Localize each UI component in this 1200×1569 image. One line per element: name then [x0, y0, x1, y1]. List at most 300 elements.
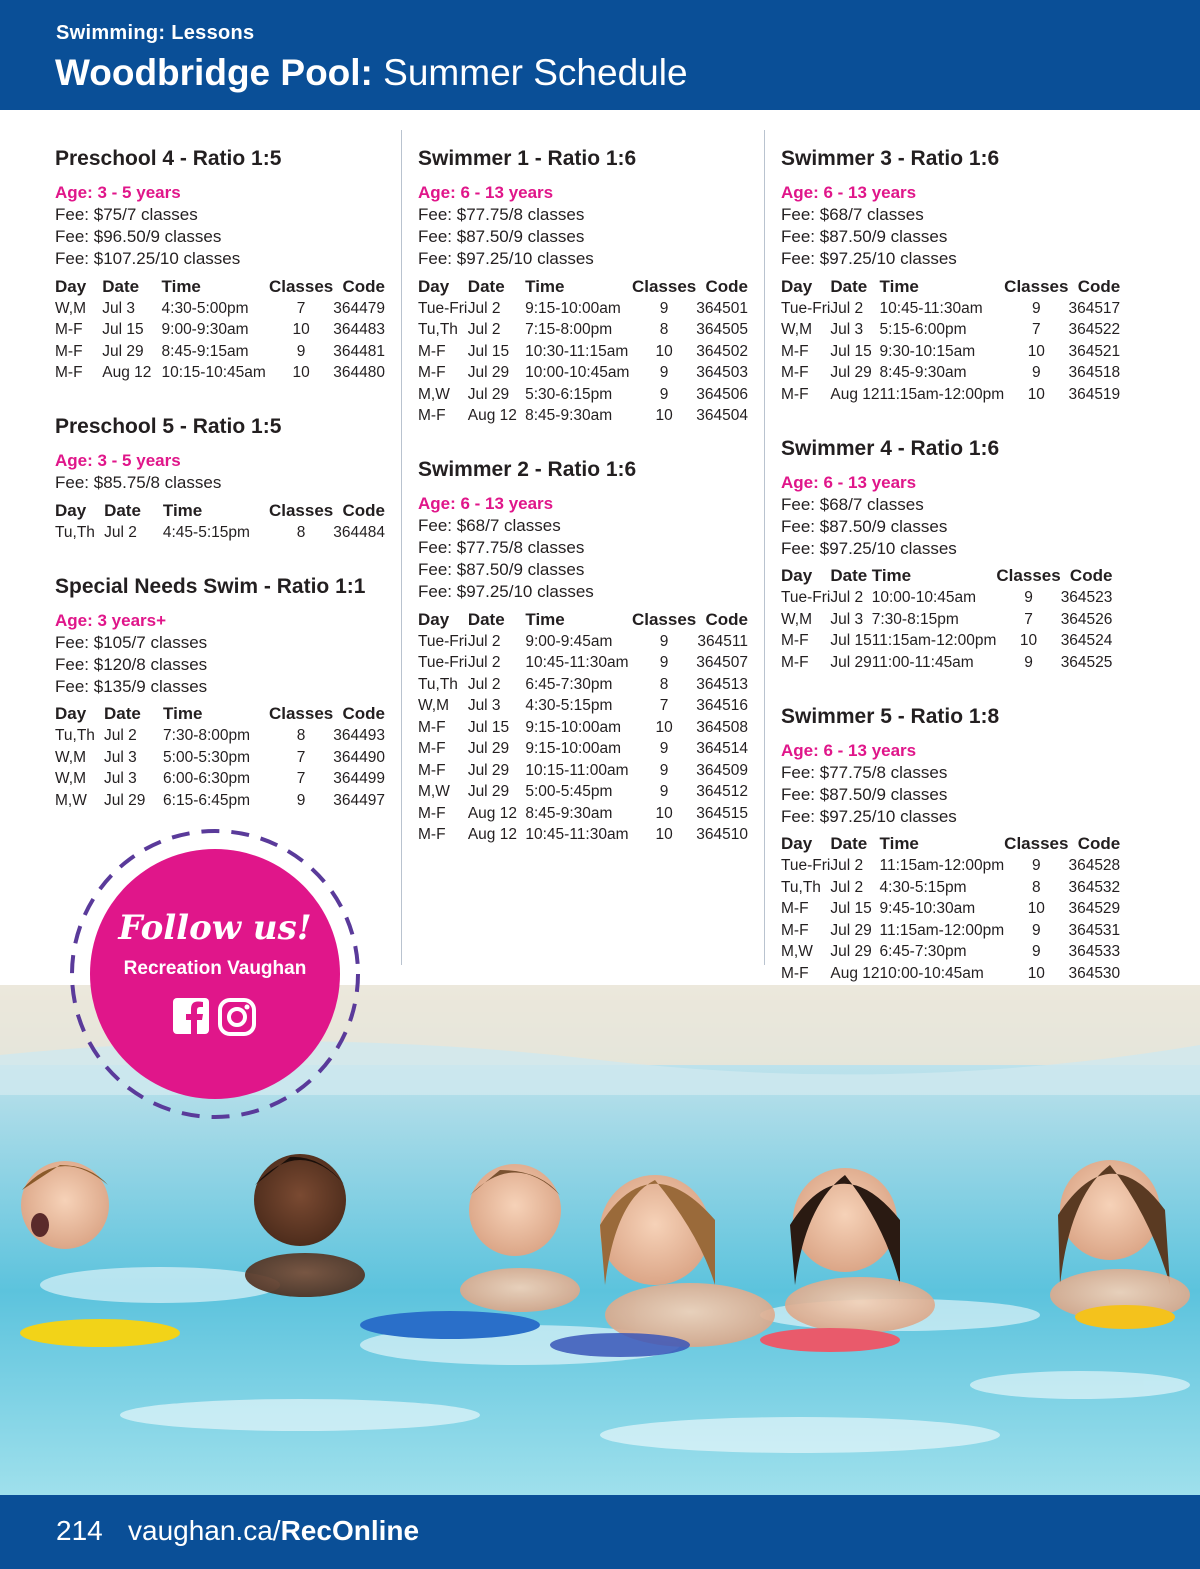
schedule-table: [418, 608, 748, 846]
table-row: [781, 631, 1112, 653]
schedule-table: [781, 565, 1112, 674]
cell-code: 364519: [1068, 385, 1121, 403]
age-range: Age: 6 - 13 years: [418, 494, 554, 513]
cell-code: 364490: [333, 748, 385, 766]
cell-time: 5:15-6:00pm: [879, 321, 967, 339]
cell-time: 11:15am-12:00pm: [871, 632, 997, 650]
cell-day: M-F: [781, 653, 809, 671]
class-title: Preschool 5 - Ratio 1:5: [55, 415, 282, 438]
cell-day: Tue-Fri: [418, 654, 468, 672]
age-range: Age: 6 - 13 years: [781, 183, 917, 202]
table-row: [418, 631, 748, 653]
cell-classes: 9: [296, 342, 306, 360]
table-row: [781, 652, 1112, 674]
fee-line: Fee: $68/7 classes: [781, 205, 924, 224]
age-range: Age: 3 years+: [55, 610, 167, 630]
class-section: [418, 146, 748, 427]
table-row: [418, 696, 748, 718]
cell-time: 8:45-9:30am: [879, 364, 967, 382]
table-row: [781, 298, 1120, 320]
table-row: [418, 363, 748, 385]
table-row: [418, 717, 748, 739]
cell-code: 364532: [1068, 878, 1121, 896]
fee-line: Fee: $68/7 classes: [418, 516, 561, 535]
cell-day: M-F: [55, 342, 83, 360]
cell-day: M-F: [781, 921, 809, 939]
fee-line: Fee: $87.50/9 classes: [418, 560, 585, 579]
header-time: Time: [525, 609, 565, 629]
header-time: Time: [879, 834, 919, 853]
table-row: [781, 588, 1112, 610]
cell-code: 364511: [697, 632, 748, 650]
cell-code: 364507: [696, 654, 748, 672]
cell-classes: 10: [1027, 385, 1045, 403]
cell-date: Jul 29: [467, 740, 510, 758]
schedule-column-1: [55, 146, 385, 842]
cell-time: 10:00-10:45am: [525, 364, 630, 382]
table-row: [418, 760, 748, 782]
header-day: Day: [781, 566, 813, 585]
table-row: [781, 899, 1120, 921]
cell-day: W,M: [55, 748, 86, 766]
fee-line: Fee: $87.50/9 classes: [418, 227, 585, 246]
fee-line: Fee: $87.50/9 classes: [781, 784, 948, 804]
cell-classes: 9: [659, 654, 669, 672]
table-row: [418, 653, 748, 675]
table-row: [418, 739, 748, 761]
cell-day: M-F: [781, 364, 809, 382]
header-code: Code: [1069, 566, 1113, 585]
cell-classes: 8: [296, 523, 306, 541]
cell-time: 9:30-10:15am: [879, 342, 976, 360]
cell-date: Jul 29: [830, 921, 872, 939]
cell-day: Tue-Fri: [418, 299, 468, 317]
table-row: [781, 341, 1120, 363]
cell-day: M-F: [418, 826, 446, 844]
cell-time: 11:15am-12:00pm: [879, 857, 1005, 875]
class-title: Swimmer 3 - Ratio 1:6: [781, 147, 1000, 170]
header-code: Code: [705, 276, 748, 296]
cell-classes: 8: [296, 727, 306, 745]
cell-classes: 10: [1027, 342, 1045, 360]
cell-date: Jul 29: [102, 342, 144, 360]
cell-date: Jul 15: [467, 342, 510, 360]
table-row: [55, 769, 385, 791]
cell-code: 364479: [333, 299, 385, 317]
social-icons: [171, 996, 261, 1043]
age-range: Age: 6 - 13 years: [781, 740, 917, 760]
cell-classes: 7: [296, 770, 306, 788]
cell-classes: 10: [655, 718, 673, 736]
title-schedule: Summer Schedule: [372, 52, 688, 93]
cell-day: Tue-Fri: [781, 857, 831, 875]
fee-line: Fee: $96.50/9 classes: [55, 227, 222, 246]
follow-us-badge[interactable]: [67, 826, 363, 1122]
cell-day: W,M: [55, 299, 86, 317]
cell-date: Jul 29: [104, 791, 146, 809]
cell-time: 6:15-6:45pm: [163, 791, 251, 809]
page-title: [55, 52, 688, 94]
cell-day: M-F: [781, 385, 809, 403]
cell-day: M-F: [418, 718, 446, 736]
title-venue: Woodbridge Pool:: [55, 52, 373, 93]
cell-time: 8:45-9:30am: [525, 804, 613, 822]
table-row: [418, 384, 748, 406]
cell-code: 364531: [1068, 921, 1121, 939]
cell-time: 8:45-9:15am: [161, 342, 249, 360]
table-row: [418, 406, 748, 428]
follow-us-headline: Follow us!: [118, 908, 312, 948]
cell-code: 364503: [696, 364, 748, 382]
header-time: Time: [162, 500, 203, 520]
cell-classes: 10: [292, 364, 310, 382]
cell-classes: 9: [659, 385, 669, 403]
cell-code: 364525: [1060, 653, 1113, 671]
header-day: Day: [781, 834, 813, 853]
fee-line: Fee: $68/7 classes: [781, 494, 924, 514]
cell-classes: 10: [1027, 964, 1045, 982]
table-row: [418, 298, 748, 320]
cell-classes: 9: [1032, 943, 1041, 961]
cell-date: Jul 15: [830, 632, 872, 650]
fee-line: Fee: $120/8 classes: [55, 654, 208, 674]
table-row: [55, 341, 385, 363]
cell-classes: 9: [296, 791, 306, 809]
schedule-table: [781, 833, 1120, 985]
cell-code: 364509: [696, 761, 748, 779]
page-number: 214: [56, 1515, 103, 1546]
cell-date: Jul 3: [830, 610, 864, 628]
schedule-table: [781, 275, 1120, 406]
cell-classes: 9: [1024, 653, 1033, 671]
cell-classes: 9: [1024, 589, 1033, 607]
table-row: [781, 363, 1120, 385]
header-time: Time: [163, 704, 203, 723]
cell-classes: 10: [1019, 632, 1038, 650]
cell-day: Tue-Fri: [781, 589, 831, 607]
table-header-row: [781, 833, 1120, 856]
cell-code: 364483: [333, 321, 385, 339]
table-header-row: [55, 499, 385, 522]
class-section: [55, 146, 385, 384]
cell-time: 10:45-11:30am: [525, 826, 629, 844]
table-row: [781, 963, 1120, 985]
cell-classes: 9: [1032, 299, 1041, 317]
cell-date: Jul 29: [467, 385, 510, 403]
schedule-table: [418, 275, 748, 427]
cell-day: Tu,Th: [781, 878, 821, 896]
cell-classes: 8: [659, 675, 669, 693]
cell-day: W,M: [418, 697, 449, 715]
cell-day: M-F: [781, 632, 809, 650]
table-row: [781, 942, 1120, 964]
header-day: Day: [55, 500, 87, 520]
cell-time: 4:30-5:00pm: [161, 299, 249, 317]
cell-time: 11:15am-12:00pm: [879, 921, 1005, 939]
cell-time: 8:45-9:30am: [525, 407, 613, 425]
cell-day: M-F: [55, 364, 83, 382]
cell-code: 364502: [696, 342, 748, 360]
cell-day: M,W: [55, 791, 87, 809]
cell-classes: 10: [655, 826, 673, 844]
cell-time: 10:30-11:15am: [525, 342, 629, 360]
cell-date: Aug 12: [467, 826, 517, 844]
cell-date: Jul 2: [467, 632, 501, 650]
cell-code: 364515: [696, 804, 748, 822]
cell-time: 10:45-11:30am: [525, 654, 629, 672]
cell-classes: 8: [1032, 878, 1041, 896]
cell-day: Tu,Th: [418, 675, 458, 693]
table-row: [418, 320, 748, 342]
cell-classes: 9: [659, 740, 669, 758]
age-range: Age: 6 - 13 years: [781, 472, 917, 492]
table-row: [781, 920, 1120, 942]
cell-code: 364484: [333, 523, 385, 541]
schedule-column-2: [418, 146, 748, 876]
cell-time: 9:45-10:30am: [879, 900, 976, 918]
cell-code: 364493: [333, 727, 385, 745]
header-date: Date: [467, 276, 505, 296]
cell-code: 364530: [1068, 964, 1121, 982]
cell-day: M-F: [418, 761, 446, 779]
cell-code: 364523: [1060, 589, 1113, 607]
header-date: Date: [830, 834, 868, 853]
header-classes: Classes: [996, 566, 1061, 585]
class-title: Special Needs Swim - Ratio 1:1: [55, 574, 366, 598]
cell-date: Aug 12: [830, 385, 880, 403]
cell-day: M-F: [418, 740, 446, 758]
cell-date: Jul 2: [467, 675, 501, 693]
cell-date: Jul 15: [830, 342, 872, 360]
cell-classes: 9: [1032, 921, 1041, 939]
cell-code: 364526: [1060, 610, 1113, 628]
cell-code: 364529: [1068, 900, 1121, 918]
cell-day: W,M: [55, 770, 86, 788]
cell-code: 364512: [696, 783, 748, 801]
table-row: [418, 674, 748, 696]
cell-time: 11:15am-12:00pm: [879, 385, 1005, 403]
cell-code: 364480: [333, 364, 385, 382]
cell-time: 11:00-11:45am: [871, 653, 974, 671]
cell-time: 9:15-10:00am: [525, 299, 621, 317]
header-code: Code: [1077, 834, 1121, 853]
fee-line: Fee: $107.25/10 classes: [55, 249, 241, 268]
header-date: Date: [830, 566, 868, 585]
table-row: [781, 877, 1120, 899]
cell-code: 364504: [696, 407, 748, 425]
cell-time: 10:00-10:45am: [879, 964, 984, 982]
fee-line: Fee: $77.75/8 classes: [418, 205, 585, 224]
cell-day: W,M: [781, 321, 812, 339]
cell-classes: 10: [655, 804, 673, 822]
header-date: Date: [104, 704, 141, 723]
cell-time: 4:30-5:15pm: [525, 697, 613, 715]
header-time: Time: [879, 276, 919, 296]
cell-date: Jul 2: [467, 321, 501, 339]
header-code: Code: [342, 704, 385, 723]
table-row: [418, 782, 748, 804]
cell-code: 364517: [1068, 299, 1121, 317]
column-divider: [401, 130, 402, 965]
footer-url-link[interactable]: [128, 1515, 419, 1547]
cell-day: W,M: [781, 610, 812, 628]
cell-code: 364481: [333, 342, 385, 360]
cell-date: Jul 29: [467, 783, 510, 801]
cell-time: 9:00-9:45am: [525, 632, 613, 650]
cell-time: 7:15-8:00pm: [525, 321, 613, 339]
cell-date: Jul 29: [467, 364, 510, 382]
cell-date: Aug 12: [467, 804, 517, 822]
table-header-row: [781, 565, 1112, 588]
cell-time: 9:00-9:30am: [161, 321, 249, 339]
cell-classes: 9: [659, 299, 669, 317]
cell-classes: 9: [659, 761, 669, 779]
table-row: [781, 856, 1120, 878]
page-footer: [0, 1495, 1200, 1569]
header-classes: Classes: [631, 276, 697, 296]
facebook-icon[interactable]: [173, 998, 209, 1034]
cell-date: Aug 12: [830, 964, 880, 982]
cell-code: 364505: [696, 321, 748, 339]
cell-time: 7:30-8:00pm: [163, 727, 251, 745]
fee-line: Fee: $97.25/10 classes: [781, 249, 957, 268]
cell-date: Jul 2: [104, 523, 137, 541]
cell-day: Tu,Th: [55, 523, 95, 541]
header-day: Day: [781, 276, 813, 296]
cell-time: 7:30-8:15pm: [871, 610, 959, 628]
header-classes: Classes: [268, 704, 334, 723]
schedule-column-3: [781, 146, 1121, 1015]
page-header: [0, 0, 1200, 110]
class-title: Swimmer 1 - Ratio 1:6: [418, 147, 637, 170]
cell-time: 5:30-6:15pm: [525, 385, 613, 403]
cell-code: 364513: [696, 675, 748, 693]
header-day: Day: [418, 609, 450, 629]
cell-code: 364516: [696, 697, 748, 715]
cell-date: Jul 3: [102, 299, 135, 317]
table-row: [781, 609, 1112, 631]
header-code: Code: [1077, 276, 1121, 296]
cell-date: Jul 15: [467, 718, 510, 736]
cell-code: 364524: [1060, 632, 1113, 650]
section-kicker: Swimming: Lessons: [56, 22, 255, 44]
table-row: [55, 363, 385, 385]
cell-time: 10:15-10:45am: [161, 364, 266, 382]
cell-date: Jul 3: [104, 748, 137, 766]
class-section: [781, 146, 1121, 406]
table-row: [55, 320, 385, 342]
cell-day: M,W: [418, 385, 450, 403]
cell-date: Jul 2: [830, 878, 864, 896]
cell-date: Jul 2: [830, 299, 864, 317]
cell-date: Aug 12: [467, 407, 517, 425]
cell-day: M-F: [418, 364, 446, 382]
fee-line: Fee: $135/9 classes: [55, 676, 208, 696]
cell-time: 9:15-10:00am: [525, 718, 622, 736]
header-time: Time: [525, 276, 565, 296]
header-day: Day: [55, 276, 87, 296]
cell-day: M-F: [781, 964, 809, 982]
fee-line: Fee: $75/7 classes: [55, 205, 198, 224]
table-header-row: [55, 703, 385, 726]
age-range: Age: 3 - 5 years: [55, 451, 181, 470]
column-divider: [764, 130, 765, 965]
cell-date: Jul 3: [830, 321, 864, 339]
cell-time: 10:45-11:30am: [879, 299, 983, 317]
header-date: Date: [467, 609, 505, 629]
fee-line: Fee: $97.25/10 classes: [418, 249, 594, 268]
cell-date: Jul 3: [104, 770, 137, 788]
instagram-icon[interactable]: [220, 1000, 254, 1034]
header-day: Day: [55, 704, 87, 723]
cell-classes: 7: [296, 299, 306, 317]
class-section: [55, 574, 385, 812]
header-classes: Classes: [1004, 276, 1069, 296]
cell-day: M-F: [418, 407, 446, 425]
cell-date: Jul 29: [830, 943, 872, 961]
header-code: Code: [705, 609, 748, 629]
cell-classes: 9: [659, 632, 669, 650]
cell-code: 364497: [333, 791, 385, 809]
header-code: Code: [342, 500, 385, 520]
fee-line: Fee: $77.75/8 classes: [418, 538, 585, 557]
cell-date: Jul 2: [467, 299, 501, 317]
cell-code: 364521: [1068, 342, 1121, 360]
cell-time: 10:15-11:00am: [525, 761, 629, 779]
cell-date: Jul 2: [467, 654, 501, 672]
cell-code: 364518: [1068, 364, 1121, 382]
class-title: Swimmer 2 - Ratio 1:6: [418, 458, 637, 481]
header-classes: Classes: [268, 500, 334, 520]
fee-line: Fee: $85.75/8 classes: [55, 473, 222, 492]
cell-day: Tue-Fri: [781, 299, 831, 317]
cell-day: M-F: [781, 900, 809, 918]
cell-day: Tu,Th: [55, 727, 95, 745]
table-header-row: [55, 275, 385, 298]
table-header-row: [418, 608, 748, 631]
cell-classes: 9: [1032, 857, 1041, 875]
class-title: Swimmer 5 - Ratio 1:8: [781, 704, 1000, 728]
age-range: Age: 3 - 5 years: [55, 183, 181, 202]
follow-us-subline: Recreation Vaughan: [123, 958, 307, 979]
table-row: [55, 790, 385, 812]
url-prefix: vaughan.ca/: [128, 1515, 281, 1546]
cell-time: 6:45-7:30pm: [525, 675, 613, 693]
header-code: Code: [342, 276, 385, 296]
cell-classes: 9: [659, 783, 669, 801]
schedule-table: [55, 499, 385, 544]
cell-day: M,W: [418, 783, 450, 801]
cell-day: M,W: [781, 943, 813, 961]
table-row: [418, 341, 748, 363]
cell-classes: 10: [1027, 900, 1045, 918]
cell-code: 364506: [696, 385, 748, 403]
class-title: Swimmer 4 - Ratio 1:6: [781, 436, 1000, 460]
cell-date: Jul 29: [830, 653, 872, 671]
header-date: Date: [102, 276, 140, 296]
fee-line: Fee: $87.50/9 classes: [781, 227, 948, 246]
schedule-table: [55, 275, 385, 384]
cell-code: 364501: [696, 299, 748, 317]
cell-date: Jul 2: [104, 727, 137, 745]
cell-classes: 8: [659, 321, 669, 339]
cell-date: Aug 12: [102, 364, 152, 382]
class-section: [55, 414, 385, 544]
cell-time: 6:45-7:30pm: [879, 943, 967, 961]
cell-classes: 7: [1024, 610, 1033, 628]
cell-classes: 10: [655, 342, 673, 360]
table-row: [418, 803, 748, 825]
